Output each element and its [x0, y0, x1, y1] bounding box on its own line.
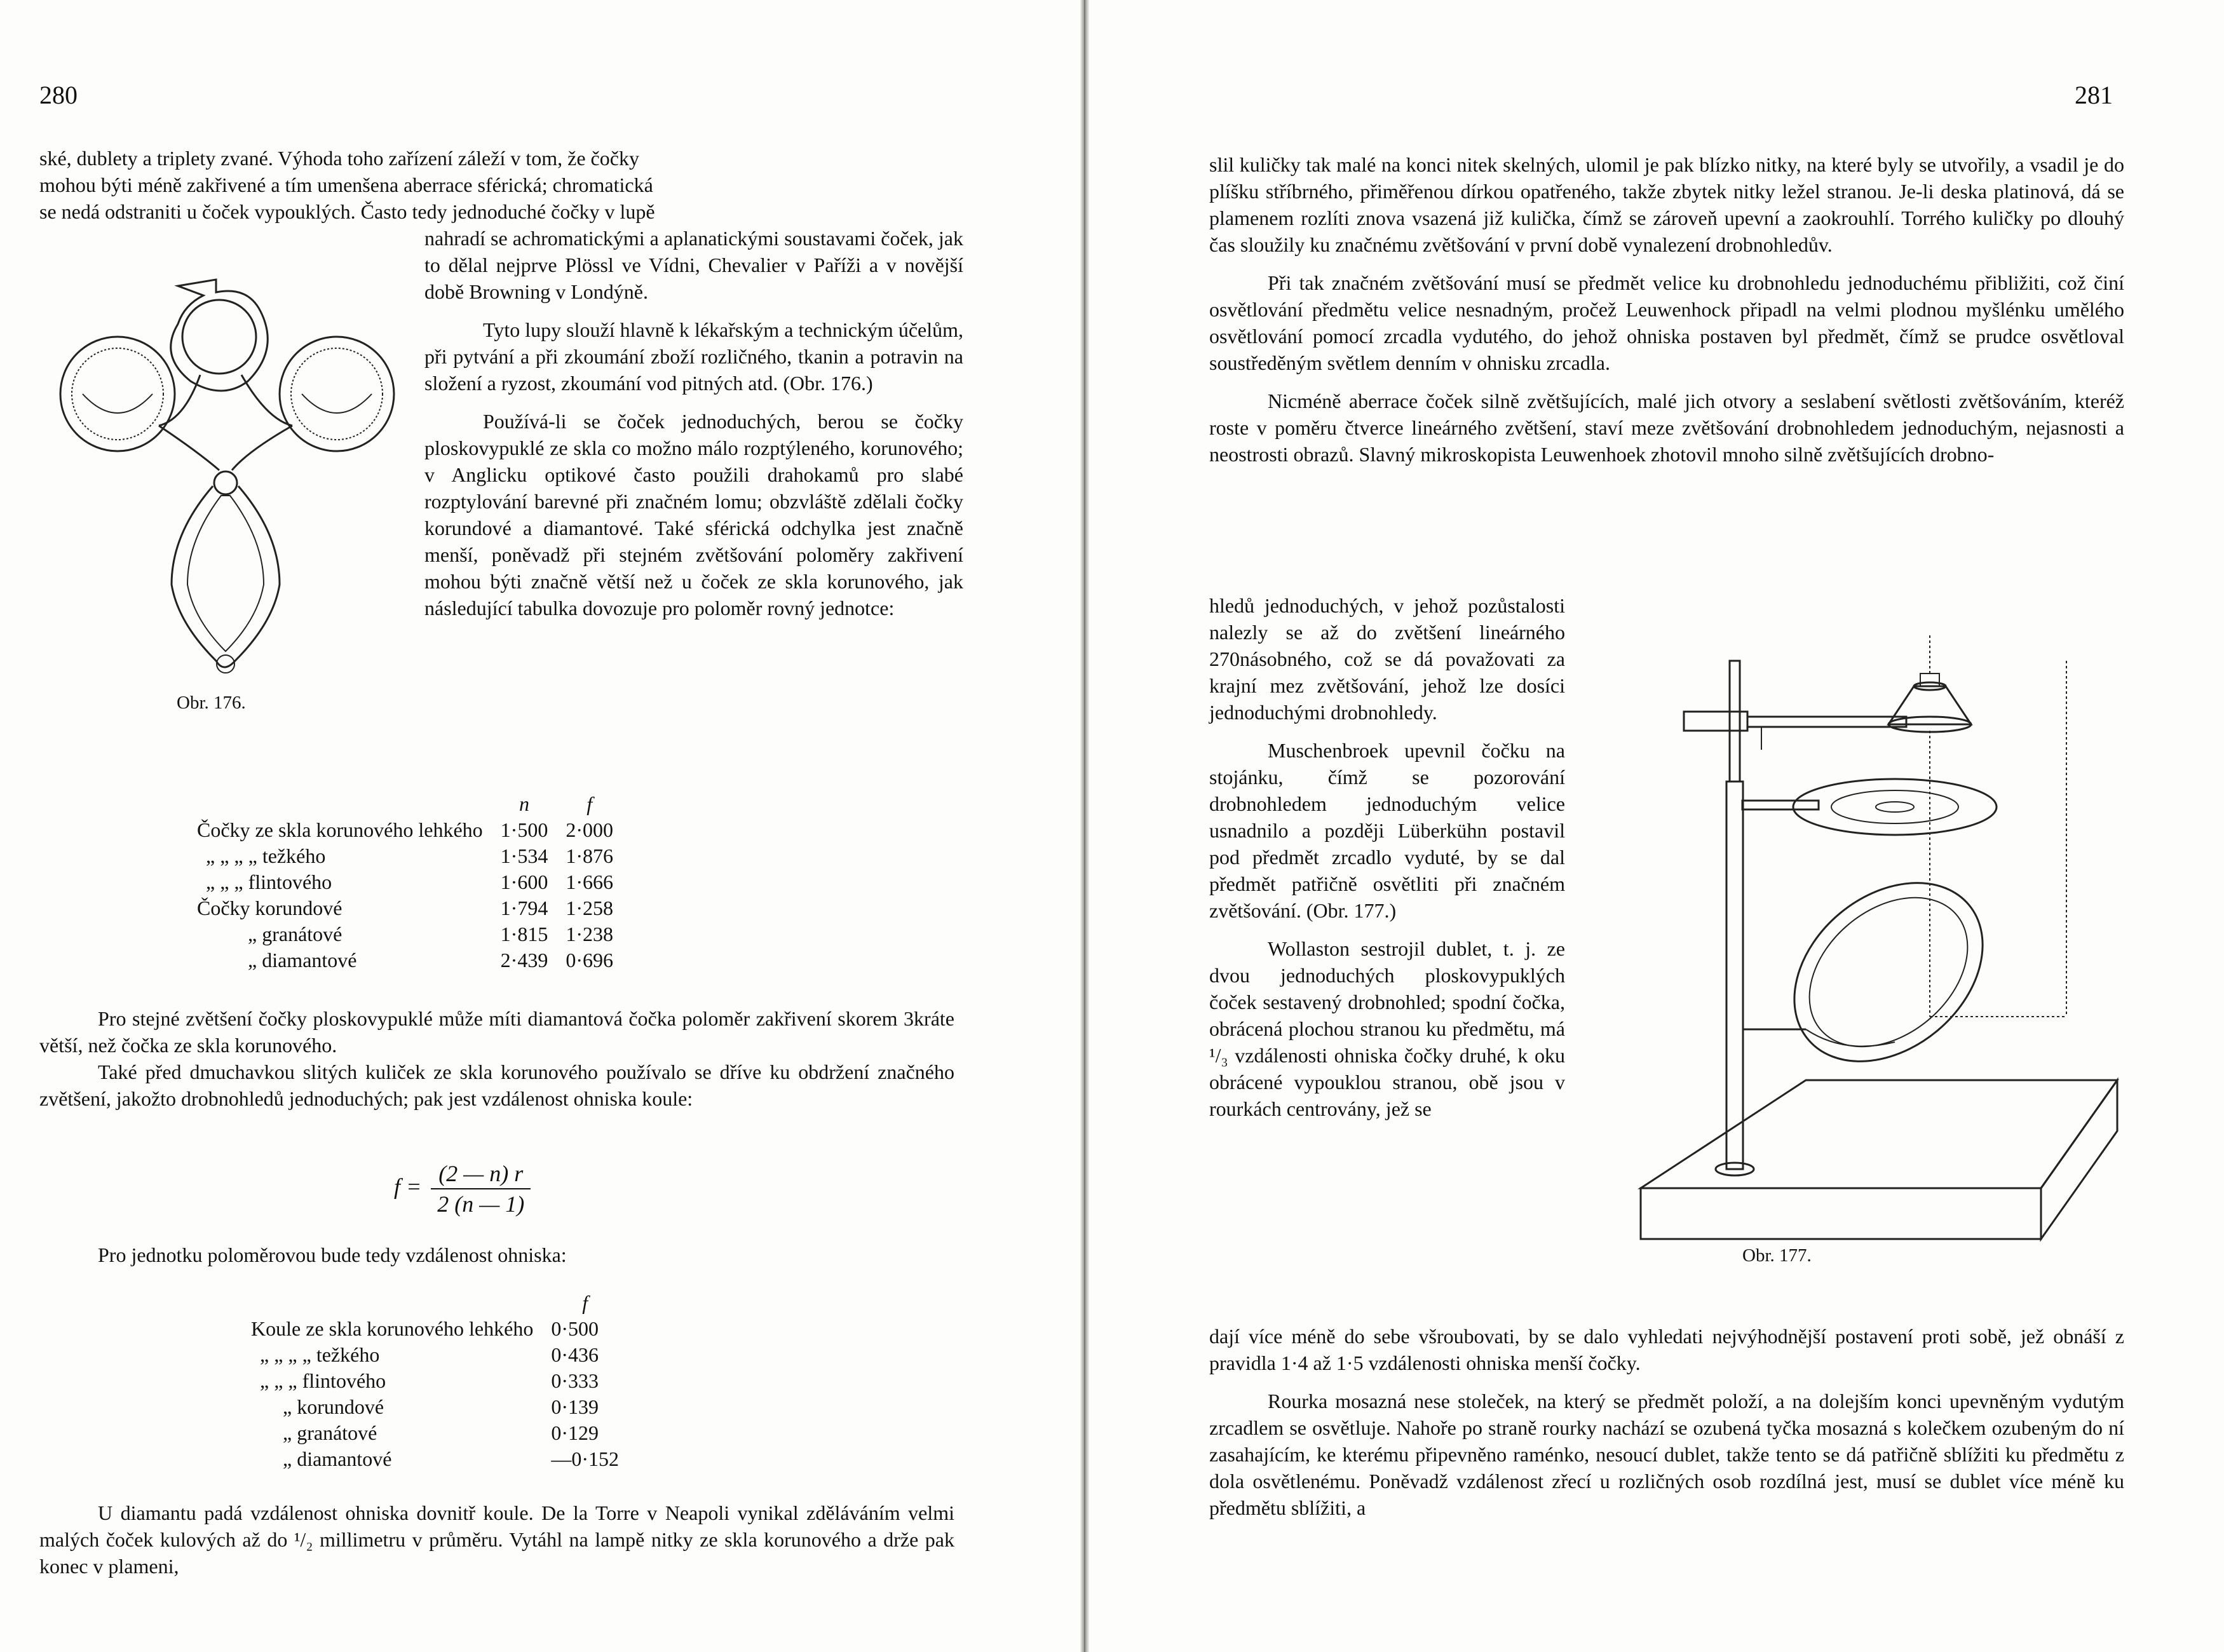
table-row: „ granátové 1·815 1·238 — [248, 923, 613, 945]
microscope-mirror-icon — [1742, 846, 2018, 1098]
magnifier-arms — [159, 375, 292, 470]
optical-axis-lines — [1930, 661, 2066, 1017]
magnifier-pivot — [214, 471, 237, 494]
paragraph: Používá-li se čoček jednoduchých, berou se čočky ploskovypuklé ze skla co možno málo rozptýleného, korunového; v Anglicku optikové často použili drahokamů pro slabé rozptylování barevné při značném lomu; obzvláště zdělali čočky korundové a diamantové. Také sférická odchylka jest značně menší, poněvadž při stejném zvětšování poloměry zakřivení mohou býti značně větší než u čoček ze skla korunového, jak následující tabulka dovozuje pro poloměr rovný jednotce: — [424, 410, 963, 620]
paragraph: Pro stejné zvětšení čočky ploskovypuklé může míti diamantová čočka poloměr zakřivení skorem 3kráte větší, než čočka ze skla korunového. — [39, 1007, 954, 1057]
table-row: Koule ze skla korunového lehkého 0·500 — [251, 1317, 599, 1340]
page-number-left: 280 — [39, 81, 78, 109]
formula-fraction — [431, 1160, 531, 1217]
left-page — [0, 0, 1080, 1652]
text-line: ské, dublety a triplety zvané. Výhoda toho zařízení záleží v tom, že čočky — [39, 147, 639, 170]
right-bottom-text — [1209, 1323, 2124, 1521]
microscope-stage-icon — [1742, 779, 1997, 835]
left-bottom-text — [39, 1500, 954, 1580]
left-middle-text — [39, 1005, 954, 1112]
paragraph: Rourka mosazná nese stoleček, na který se předmět položí, a na dolejším konci upevněným vydutým zrcadlem se osvětluje. Nahoře po straně rourky nachází se ozubená tyčka mosazná s kolečkem ozubeným do ní zasahajícím, ke kterému připevněno raménko, nesoucí dublet, takže tento se dá patřičně sblížiti ku předmětu z dola osvětlenému. Poněvadž vzdálenost zřecí u rozličných osob rozdílná jest, musí se dublet více méně ku předmětu sblížiti, a — [1209, 1390, 2124, 1519]
table-row: „ korundové 0·139 — [283, 1395, 599, 1418]
table-row: „ „ „ flintového 0·333 — [260, 1369, 599, 1392]
figure-177-microscope — [1615, 635, 2124, 1245]
paragraph: Při tak značném zvětšování musí se předmět velice ku drobnohledu jednoduchému přibližiti, což činí osvětlování předmětu velice nesnadným, pročež Leuwenhock připadl na velmi plodnou myšlénku umělého osvětlování pomocí zrcadla vydutého, do jehož ohniska postaven byl předmět, čímž se prudce osvětloval soustředěným světlem denním v ohnisku zrcadla. — [1209, 271, 2124, 374]
left-unit-text — [39, 1242, 954, 1268]
table-row: „ granátové 0·129 — [283, 1421, 599, 1444]
paragraph: dají více méně do sebe všroubovati, by se dalo vyhledati nejvýhodnější postavení proti sobě, jež obnáší z pravidla 1·4 až 1·5 vzdálenosti ohniska menší čočky. — [1209, 1325, 2124, 1374]
table-header-f: f — [582, 1291, 588, 1314]
paragraph: hledů jednoduchých, v jehož pozůstalosti nalezly se až do zvětšení lineárného 270násobného, což se dá považovati za krajní mez zvětšování, jehož lze dosíci jednoduchými drobnohledy. — [1209, 594, 1565, 724]
table-focal-length — [251, 1290, 619, 1472]
table-row: „ „ „ „ težkého 1·534 1·876 — [206, 844, 613, 867]
paragraph: Wollaston sestrojil dublet, t. j. ze dvou jednoduchých ploskovypuklých čoček sestavený drobnohled; spodní čočka, obrácená plochou stranou ku předmětu, má ¹/₃ vzdálenosti ohniska čočky druhé, k oku obrácené vypouklou stranou, obě jsou v rourkách centrovány, jež se — [1209, 937, 1565, 1120]
paragraph: Také před dmuchavkou slitých kuliček ze skla korunového používalo se dříve ku obdržení značného zvětšení, jakožto drobnohledů jednoduchých; pak jest vzdálenost ohniska koule: — [39, 1060, 954, 1110]
table-refraction — [197, 791, 613, 973]
magnifier-top-ring-icon — [171, 280, 268, 391]
table-row: „ diamantové —0·152 — [283, 1447, 619, 1470]
table-row: „ „ „ flintového 1·600 1·666 — [206, 870, 613, 893]
table-row: „ „ „ „ težkého 0·436 — [260, 1343, 599, 1366]
paragraph: Nicméně aberrace čoček silně zvětšujících, malé jich otvory a seslabení světlosti zvětšováním, kteréž roste v poměru čtverce lineárného zvětšení, staví meze zvětšování drobnohledem jednoduchým, nejasnosti a neostrosti obrazů. Slavný mikroskopista Leuwenhoek zhotovil mnoho silně zvětšujících drobno- — [1209, 389, 2124, 466]
right-page — [1093, 0, 2224, 1652]
microscope-pillar-icon — [1716, 661, 1754, 1175]
paragraph: slil kuličky tak malé na konci nitek skelných, ulomil je pak blízko nitky, na které byly se utvořily, a vsadil je do plíšku stříbrného, přiměřenou dírkou opatřeného, takže zbytek nitky ležel stranou. Je-li deska platinová, dá se plamenem rozlíti znova vsazená již kulička, čímž se zároveň upevní a zaokrouhlí. Torrého kuličky po dlouhý čas sloužily ku značnému zvětšování v první době vynalezení drobnohledův. — [1209, 153, 2124, 256]
right-narrow-text — [1209, 592, 1565, 1122]
table-row: „ diamantové 2·439 0·696 — [248, 949, 613, 972]
right-top-text — [1209, 151, 2124, 468]
microscope-arm-icon — [1684, 712, 1906, 750]
paragraph: nahradí se achromatickými a aplanatickými soustavami čoček, jak to dělal nejprve Plössl ve Vídni, Chevalier v Paříži a v novější době Browning v Londýně. — [424, 227, 963, 303]
focal-formula — [394, 1160, 531, 1217]
formula-numerator: (2 — n) r — [431, 1160, 531, 1189]
formula-denominator: 2 (n — 1) — [437, 1191, 525, 1217]
figure-176-magnifier — [57, 267, 400, 686]
paragraph: Muschenbroek upevnil čočku na stojánku, čímž se pozorování drobnohledem jednoduchým velice usnadnilo a později Lüberkühn postavil pod předmět zrcadlo vyduté, by se dal předmět patřičně osvětliti při značném zvětšování. (Obr. 177.) — [1209, 739, 1565, 922]
table-header-n: n — [519, 792, 529, 815]
left-beside-figure-text — [424, 225, 963, 621]
paragraph: U diamantu padá vzdálenost ohniska dovnitř koule. De la Torre v Neapoli vynikal zděláváním velmi malých čoček kulových až do ¹/₂ millimetru v průměru. Vytáhl na lampě nitky ze skla korunového a drže pak konec v plameni, — [39, 1501, 954, 1578]
text-line: se nedá odstraniti u čoček vypouklých. Často tedy jednoduché čočky v lupě — [39, 200, 655, 223]
table-row: Čočky korundové 1·794 1·258 — [197, 897, 613, 919]
figure-176-caption: Obr. 176. — [177, 693, 246, 713]
paragraph: Pro jednotku poloměrovou bude tedy vzdálenost ohniska: — [98, 1243, 567, 1266]
figure-177-caption: Obr. 177. — [1742, 1245, 1812, 1266]
page-number-right: 281 — [2075, 81, 2113, 109]
paragraph: Tyto lupy slouží hlavně k lékařským a technickým účelům, při pytvání a při zkoumání zboží rozličného, tkanin a potravin na složení a ryzost, zkoumání vod pitných atd. (Obr. 176.) — [424, 318, 963, 395]
microscope-base-icon — [1641, 1080, 2117, 1239]
magnifier-right-lens-icon — [280, 337, 394, 451]
formula-lhs: f = — [394, 1174, 422, 1200]
book-gutter — [1080, 0, 1089, 1652]
table-header-f: f — [587, 792, 593, 815]
magnifier-left-lens-icon — [60, 337, 175, 451]
text-line: mohou býti méně zakřivené a tím umenšena aberrace sférická; chromatická — [39, 173, 653, 196]
table-row: Čočky ze skla korunového lehkého 1·500 2·000 — [197, 818, 613, 841]
left-top-lines — [39, 145, 929, 225]
